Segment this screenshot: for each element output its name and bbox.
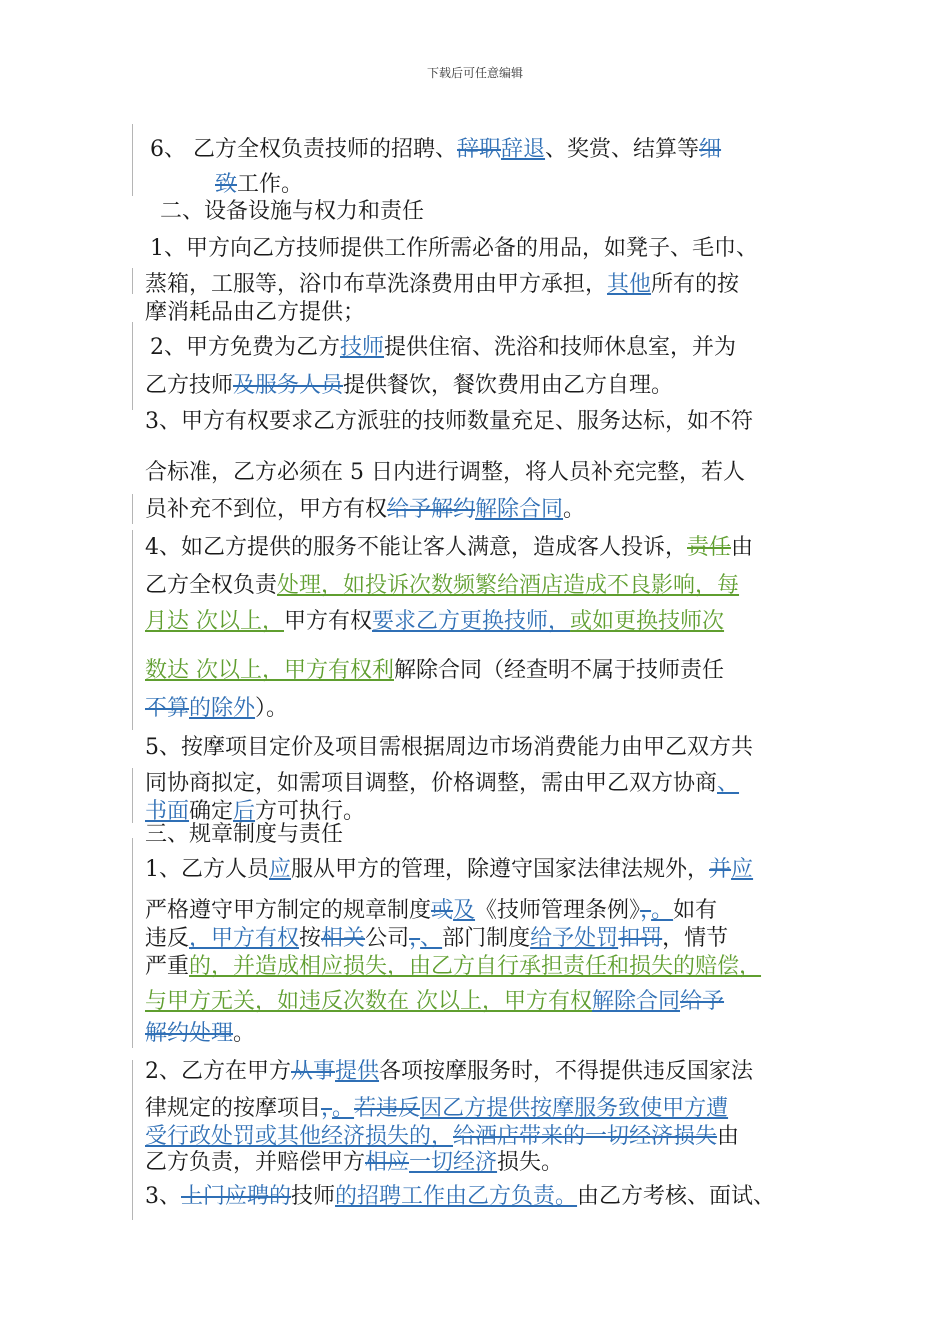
- deleted-text: 或: [431, 898, 454, 923]
- text-run: 合标准，乙方必须在 5 日内进行调整，将人员补充完整，若人: [145, 460, 745, 485]
- deleted-text: 上门应聘的: [181, 1184, 292, 1209]
- inserted-text: 、: [420, 926, 443, 951]
- text-run: 二、设备设施与权力和责任: [160, 199, 425, 224]
- inserted-text: 解除合同: [592, 989, 681, 1014]
- text-run: 提供住宿、洗浴和技师休息室，并为: [384, 335, 737, 360]
- text-run: 员补充不到位，甲方有权: [145, 497, 388, 522]
- text-line: [145, 1022, 255, 1046]
- text-run: 1、乙方人员: [145, 857, 269, 882]
- text-line: [145, 927, 728, 951]
- text-run: 蒸箱，工服等，浴巾布草洗涤费用由甲方承担，: [145, 272, 608, 297]
- text-line: [145, 823, 343, 847]
- change-bar: [132, 1060, 133, 1220]
- inserted-text: 的招聘工作由乙方负责。: [335, 1184, 578, 1209]
- text-line: [145, 574, 739, 598]
- inserted-text: 给予处罚: [530, 926, 619, 951]
- inserted-text: 受行政处罚或其他经济损失的，: [145, 1124, 454, 1149]
- text-line: [145, 1125, 739, 1149]
- deleted-text: ，: [321, 1096, 333, 1121]
- text-line: [145, 800, 365, 824]
- inserted-text: 的除外: [189, 696, 256, 721]
- text-run: 严格遵守甲方制定的规章制度: [145, 898, 432, 923]
- text-run: 工作。: [237, 172, 304, 197]
- text-run: 律规定的按摩项目: [145, 1096, 322, 1121]
- change-bar: [132, 768, 133, 823]
- deleted-text: ，: [640, 898, 652, 923]
- deleted-text: ，: [409, 926, 421, 951]
- text-run: 服从甲方的管理，除遵守国家法律法规外，: [291, 857, 710, 882]
- text-run: 由: [731, 535, 754, 560]
- inserted-text: 要求乙方更换技师，: [372, 609, 571, 634]
- inserted-text: 及: [453, 898, 476, 923]
- text-run: 严重: [145, 954, 190, 979]
- inserted-text: ，甲方有权: [189, 926, 300, 951]
- inserted-text: 月达 次以上，: [145, 609, 284, 634]
- text-run: 确定: [189, 799, 234, 824]
- text-line: [150, 336, 736, 360]
- deleted-text: 及服务人员: [233, 373, 344, 398]
- text-run: 乙方技师: [145, 373, 234, 398]
- text-line: [145, 1060, 753, 1084]
- change-bar: [132, 838, 133, 1048]
- text-run: 。: [563, 497, 586, 522]
- text-line: [145, 498, 585, 522]
- text-line: [145, 955, 761, 979]
- text-run: 《技师管理条例》: [475, 898, 641, 923]
- text-run: 乙方全权负责: [145, 573, 278, 598]
- inserted-text: 与甲方无关，如违反次数在 次以上，甲方有权: [145, 989, 592, 1014]
- text-run: 摩消耗品由乙方提供；: [145, 300, 366, 325]
- text-run: 由: [717, 1124, 740, 1149]
- deleted-text: 辞职: [457, 137, 502, 162]
- text-line: [145, 1185, 775, 1209]
- deleted-text: 责任: [687, 535, 732, 560]
- text-run: 4、如乙方提供的服务不能让客人满意，造成客人投诉，: [145, 535, 687, 560]
- text-run: 技师: [291, 1184, 336, 1209]
- text-run: 违反: [145, 926, 190, 951]
- text-line: [145, 273, 739, 297]
- text-run: 解除合同（经查明不属于技师责任: [394, 658, 725, 683]
- inserted-text: 如投诉次数频繁给酒店造成不良影响，每: [343, 573, 740, 598]
- text-run: 提供餐饮，餐饮费用由乙方自理。: [343, 373, 674, 398]
- text-run: ）。: [255, 696, 289, 721]
- text-line: [145, 374, 673, 398]
- inserted-text: 数达 次以上，甲方有权利: [145, 658, 394, 683]
- page-header: 下载后可任意编辑: [426, 66, 523, 80]
- text-run: 甲方有权: [284, 609, 373, 634]
- inserted-text: 解除合同: [475, 497, 564, 522]
- text-run: 、奖赏、结算等: [545, 137, 700, 162]
- deleted-text: 相应: [365, 1150, 410, 1175]
- inserted-text: 。: [332, 1096, 355, 1121]
- inserted-text: 辞退: [501, 137, 546, 162]
- text-run: 同协商拟定，如需项目调整，价格调整，需由甲乙双方协商: [145, 771, 718, 796]
- text-line: [145, 1097, 728, 1121]
- text-line: [145, 659, 724, 683]
- inserted-text: 、: [717, 771, 740, 796]
- text-run: ，情节: [662, 926, 729, 951]
- deleted-text: 若违反: [354, 1096, 421, 1121]
- inserted-text: 或如更换技师次: [570, 609, 725, 634]
- deleted-text: 从事: [291, 1059, 336, 1084]
- text-line: [150, 237, 758, 261]
- inserted-text: 应: [269, 857, 292, 882]
- deleted-text: 致: [215, 172, 238, 197]
- text-run: 损失。: [497, 1150, 564, 1175]
- change-bar: [132, 530, 133, 730]
- inserted-text: 应: [731, 857, 754, 882]
- text-run: 如有: [673, 898, 718, 923]
- text-run: 6、 乙方全权负责技师的招聘、: [150, 137, 457, 162]
- text-line: [145, 990, 724, 1014]
- text-run: 。: [233, 1021, 256, 1046]
- text-run: 所有的按: [651, 272, 740, 297]
- text-run: 公司: [365, 926, 410, 951]
- text-run: 按: [299, 926, 322, 951]
- text-run: 方可执行。: [255, 799, 366, 824]
- text-line: [145, 772, 739, 796]
- inserted-text: 提供: [335, 1059, 380, 1084]
- inserted-text: 其他: [607, 272, 652, 297]
- inserted-text: 技师: [340, 335, 385, 360]
- text-line: [215, 173, 303, 197]
- deleted-text: 扣罚: [618, 926, 663, 951]
- inserted-text: 书面: [145, 799, 190, 824]
- inserted-text: 的，并造成相应损失，由乙方自行承担责任和损失的赔偿，: [189, 954, 762, 979]
- text-run: 由乙方考核、面试、: [577, 1184, 776, 1209]
- text-line: [145, 1151, 563, 1175]
- change-bar: [132, 494, 133, 524]
- text-line: [160, 200, 424, 224]
- deleted-text: 细: [699, 137, 722, 162]
- deleted-text: 并: [709, 857, 732, 882]
- text-line: [145, 301, 365, 325]
- text-line: [145, 858, 753, 882]
- change-bar: [132, 268, 133, 294]
- text-run: 各项按摩服务时，不得提供违反国家法: [379, 1059, 754, 1084]
- deleted-text: 给予解约: [387, 497, 476, 522]
- text-run: 三、规章制度与责任: [145, 822, 344, 847]
- inserted-text: 因乙方提供按摩服务致使甲方遭: [420, 1096, 729, 1121]
- deleted-text: 相关: [321, 926, 366, 951]
- text-run: 3、: [145, 1184, 181, 1209]
- deleted-text: 不算: [145, 696, 190, 721]
- text-line: [145, 610, 724, 634]
- text-run: 部门制度: [442, 926, 531, 951]
- text-run: 乙方负责，并赔偿甲方: [145, 1150, 366, 1175]
- deleted-text: 给予: [680, 989, 725, 1014]
- text-run: 5、按摩项目定价及项目需根据周边市场消费能力由甲乙双方共: [145, 735, 753, 760]
- inserted-text: 处理，: [277, 573, 344, 598]
- text-run: 3、甲方有权要求乙方派驻的技师数量充足、服务达标，如不符: [145, 409, 753, 434]
- text-run: 2、甲方免费为乙方: [150, 335, 340, 360]
- deleted-text: 解约处理: [145, 1021, 234, 1046]
- text-run: 2、乙方在甲方: [145, 1059, 291, 1084]
- text-line: [145, 736, 753, 760]
- change-bar: [132, 322, 133, 410]
- inserted-text: 一切经济: [409, 1150, 498, 1175]
- inserted-text: 后: [233, 799, 256, 824]
- text-line: [145, 461, 745, 485]
- text-line: [145, 899, 717, 923]
- inserted-text: 。: [651, 898, 674, 923]
- deleted-text: 给酒店带来的一切经济损失: [453, 1124, 718, 1149]
- text-line: [145, 697, 288, 721]
- change-bar: [132, 124, 133, 196]
- text-run: 1、甲方向乙方技师提供工作所需必备的用品，如凳子、毛巾、: [150, 236, 758, 261]
- text-line: [145, 410, 753, 434]
- text-line: [150, 138, 721, 162]
- text-line: [145, 536, 753, 560]
